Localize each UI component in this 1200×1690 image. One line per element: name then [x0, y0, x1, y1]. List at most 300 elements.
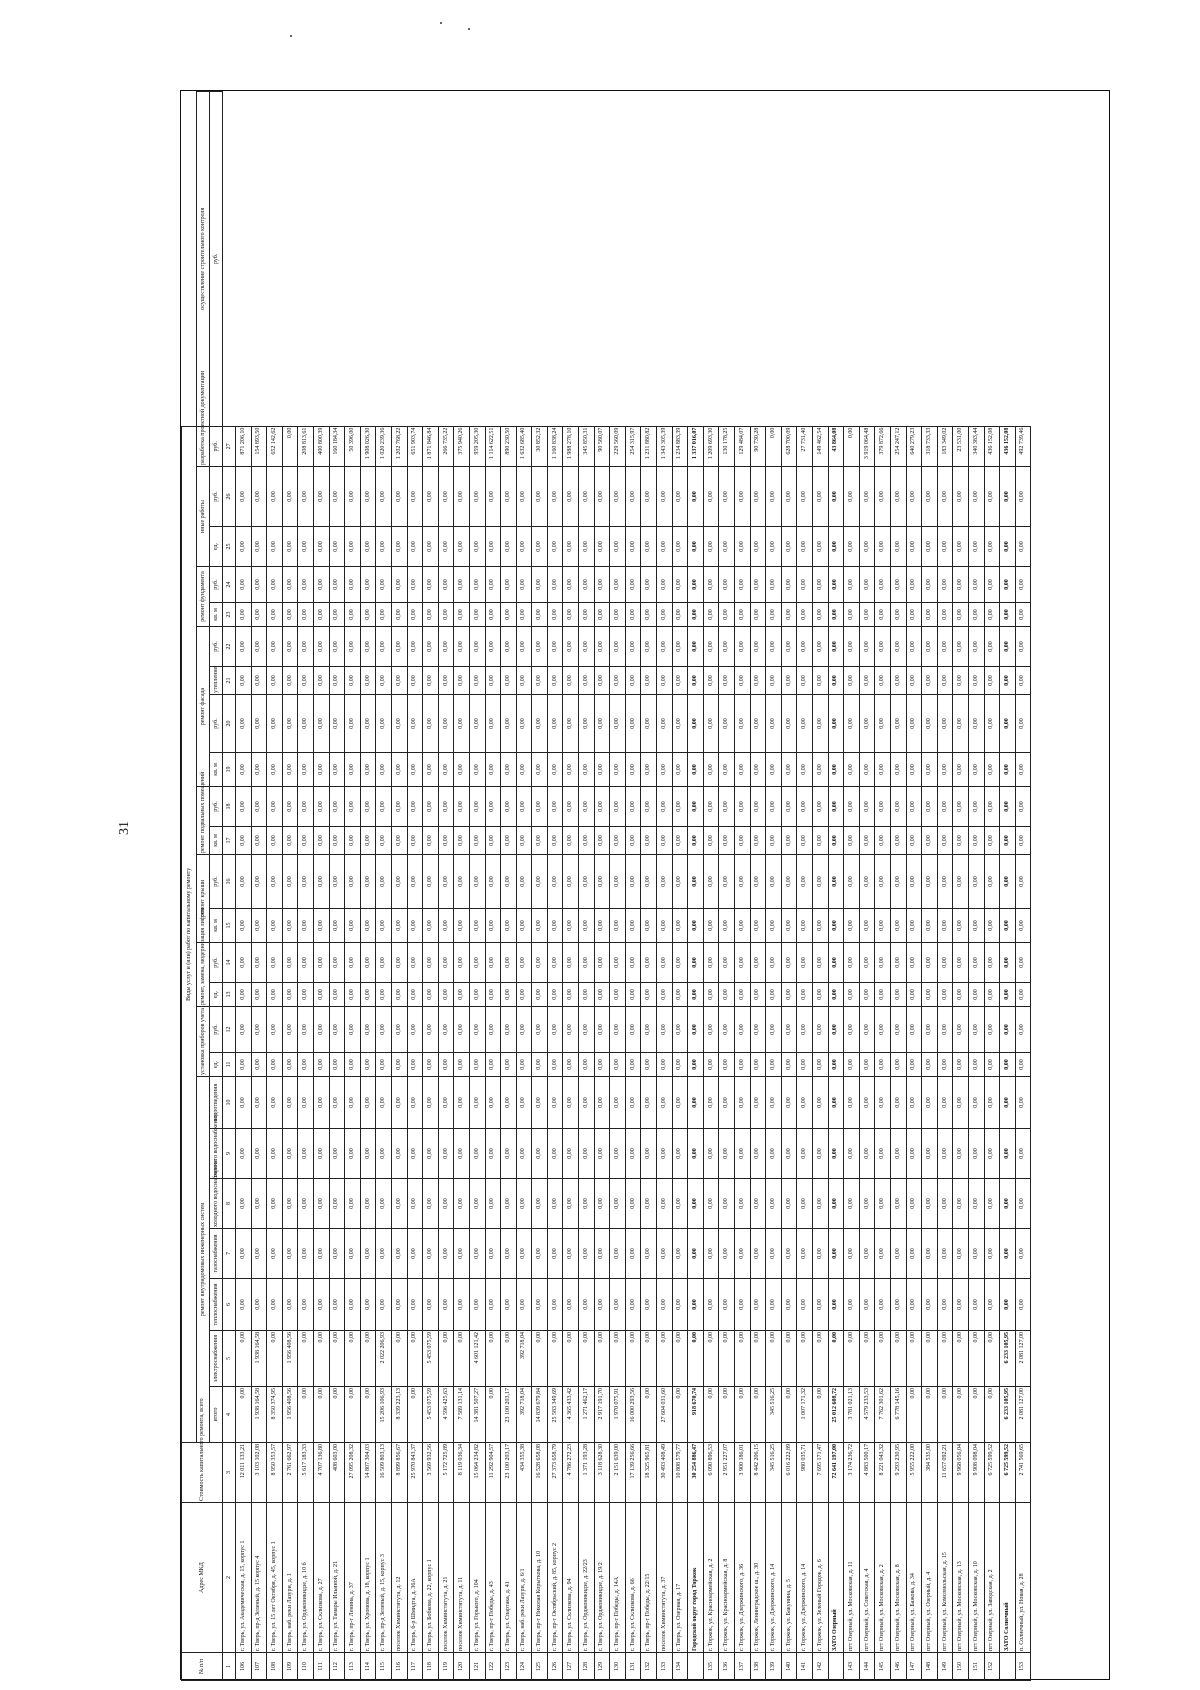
cell-zero: 0,00 — [329, 827, 345, 855]
cell-zero: 0,00 — [407, 627, 423, 667]
column-number: 8 — [223, 1179, 236, 1229]
cell-zero: 0,00 — [282, 943, 298, 983]
cell-last: 959 205,30 — [469, 426, 485, 466]
cell-electro: 0,00 — [890, 1331, 906, 1387]
cell-zero: 0,00 — [516, 467, 532, 527]
cell-last: 154 893,50 — [251, 426, 267, 466]
cell-zero: 0,00 — [766, 1053, 782, 1077]
cell-last: 50 396,00 — [345, 426, 361, 466]
cell-zero: 0,00 — [391, 1129, 407, 1179]
cell-zero: 0,00 — [313, 1007, 329, 1053]
cell-zero: 0,00 — [625, 567, 641, 603]
cell-zero: 0,00 — [376, 1179, 392, 1229]
cell-cost: 14 807 304,03 — [360, 1443, 376, 1503]
cell-zero: 0,00 — [984, 983, 1000, 1007]
cell-zero: 0,00 — [485, 1279, 501, 1331]
cell-zero: 0,00 — [812, 1053, 828, 1077]
cell-zero: 0,00 — [625, 1179, 641, 1229]
cell-zero: 0,00 — [922, 909, 938, 943]
cell-zero: 0,00 — [563, 827, 579, 855]
cell-zero: 0,00 — [376, 1007, 392, 1053]
cell-zero: 0,00 — [485, 1129, 501, 1179]
cell-zero: 0,00 — [345, 1129, 361, 1179]
cell-zero: 0,00 — [828, 667, 844, 695]
cell-zero: 0,00 — [781, 855, 797, 909]
cell-zero: 0,00 — [516, 855, 532, 909]
cell-zero: 0,00 — [625, 667, 641, 695]
cell-zero: 0,00 — [407, 983, 423, 1007]
cell-zero: 0,00 — [298, 787, 314, 827]
cell-zero: 0,00 — [625, 467, 641, 527]
cell-zero: 0,00 — [781, 827, 797, 855]
cell-zero: 0,00 — [719, 1053, 735, 1077]
cell-last: 266 735,22 — [438, 426, 454, 466]
cell-zero: 0,00 — [703, 983, 719, 1007]
cell-zero: 0,00 — [563, 943, 579, 983]
cell-zero: 0,00 — [501, 983, 517, 1007]
unit-cell: руб. — [210, 92, 223, 427]
cell-zero: 0,00 — [641, 909, 657, 943]
cell-zero: 0,00 — [766, 753, 782, 787]
table-row — [298, 92, 314, 1681]
cell-zero: 0,00 — [501, 1077, 517, 1129]
cell-zero: 0,00 — [376, 855, 392, 909]
table-frame — [180, 90, 1110, 1680]
cell-last: 628 700,09 — [781, 426, 797, 466]
cell-zero: 0,00 — [906, 695, 922, 753]
cell-zero: 0,00 — [750, 943, 766, 983]
cell-zero: 0,00 — [407, 667, 423, 695]
cell-n: 111 — [313, 1653, 329, 1681]
cell-zero: 0,00 — [1015, 1229, 1031, 1279]
cell-zero: 0,00 — [719, 1229, 735, 1279]
cell-electro: 0,00 — [641, 1331, 657, 1387]
cell-zero: 0,00 — [875, 567, 891, 603]
cell-zero: 0,00 — [1000, 787, 1016, 827]
cell-zero: 0,00 — [454, 567, 470, 603]
cell-zero: 0,00 — [423, 827, 439, 855]
cell-zero: 0,00 — [454, 695, 470, 753]
cell-zero: 0,00 — [890, 1053, 906, 1077]
cell-zero: 0,00 — [236, 753, 252, 787]
cell-total: 7 589 131,14 — [454, 1387, 470, 1443]
cell-zero: 0,00 — [688, 1279, 704, 1331]
cell-n: 128 — [579, 1653, 595, 1681]
cell-cost: 23 100 203,17 — [501, 1443, 517, 1503]
cell-zero: 0,00 — [781, 1229, 797, 1279]
unit-cell: руб. — [210, 943, 223, 983]
cell-cost: 2 741 569,65 — [1015, 1443, 1031, 1503]
cell-zero: 0,00 — [812, 467, 828, 527]
cell-zero: 0,00 — [251, 983, 267, 1007]
cell-zero: 0,00 — [251, 527, 267, 567]
cell-zero: 0,00 — [719, 695, 735, 753]
cell-addr: г. Тверь, пр-т Ленина, д. 37 — [345, 1503, 361, 1653]
cell-zero: 0,00 — [485, 603, 501, 627]
cell-total: 27 604 031,60 — [657, 1387, 673, 1443]
cell-zero: 0,00 — [922, 855, 938, 909]
cell-zero: 0,00 — [532, 627, 548, 667]
cell-zero: 0,00 — [703, 909, 719, 943]
cell-zero: 0,00 — [688, 667, 704, 695]
cell-zero: 0,00 — [251, 1279, 267, 1331]
cell-zero: 0,00 — [391, 909, 407, 943]
cell-zero: 0,00 — [984, 787, 1000, 827]
cell-zero: 0,00 — [922, 787, 938, 827]
cell-last: 1 202 768,22 — [391, 426, 407, 466]
cell-total: 0,00 — [298, 1387, 314, 1443]
cell-zero: 0,00 — [469, 1077, 485, 1129]
cell-addr: поселок Химинститута, д. 21 — [438, 1503, 454, 1653]
cell-zero: 0,00 — [423, 527, 439, 567]
cell-zero: 0,00 — [329, 855, 345, 909]
cell-zero: 0,00 — [672, 1129, 688, 1179]
cell-cost: 27 095 208,32 — [345, 1443, 361, 1503]
cell-zero: 0,00 — [547, 983, 563, 1007]
cell-zero: 0,00 — [890, 567, 906, 603]
cell-total: 0,00 — [360, 1387, 376, 1443]
cell-zero: 0,00 — [236, 787, 252, 827]
header-other: иные работы — [197, 467, 210, 567]
cell-zero: 0,00 — [641, 1129, 657, 1179]
cell-zero: 0,00 — [828, 1279, 844, 1331]
cell-total: 0,00 — [781, 1387, 797, 1443]
unit-cell: руб. — [210, 787, 223, 827]
table-row — [953, 92, 969, 1681]
cell-zero: 0,00 — [298, 567, 314, 603]
cell-zero: 0,00 — [906, 1229, 922, 1279]
cell-zero: 0,00 — [329, 527, 345, 567]
cell-zero: 0,00 — [469, 909, 485, 943]
cell-zero: 0,00 — [922, 527, 938, 567]
cell-zero: 0,00 — [625, 527, 641, 567]
cell-zero: 0,00 — [859, 1053, 875, 1077]
cell-zero: 0,00 — [423, 695, 439, 753]
cell-zero: 0,00 — [579, 827, 595, 855]
cell-total: 0,00 — [922, 1387, 938, 1443]
cell-zero: 0,00 — [703, 1129, 719, 1179]
cell-zero: 0,00 — [423, 1053, 439, 1077]
cell-zero: 0,00 — [298, 1179, 314, 1229]
cell-zero: 0,00 — [641, 753, 657, 787]
cell-zero: 0,00 — [563, 1053, 579, 1077]
cell-zero: 0,00 — [844, 695, 860, 753]
cell-electro: 1 956 408,56 — [282, 1331, 298, 1387]
cell-addr: г. Тверь, ул. Спартака, д. 41 — [501, 1503, 517, 1653]
cell-zero: 0,00 — [501, 787, 517, 827]
cell-zero: 0,00 — [282, 787, 298, 827]
cell-cost: 5 172 725,89 — [438, 1443, 454, 1503]
cell-zero: 0,00 — [516, 753, 532, 787]
cell-zero: 0,00 — [438, 943, 454, 983]
cell-n: 142 — [812, 1653, 828, 1681]
cell-zero: 0,00 — [267, 753, 283, 787]
cell-zero: 0,00 — [610, 909, 626, 943]
cell-zero: 0,00 — [547, 855, 563, 909]
cell-last: 208 813,61 — [298, 426, 314, 466]
cell-zero: 0,00 — [657, 753, 673, 787]
cell-zero: 0,00 — [236, 1077, 252, 1129]
cell-zero: 0,00 — [781, 753, 797, 787]
cell-cost: 11 292 904,57 — [485, 1443, 501, 1503]
cell-zero: 0,00 — [454, 467, 470, 527]
cell-electro: 0,00 — [313, 1331, 329, 1387]
cell-zero: 0,00 — [313, 943, 329, 983]
cell-zero: 0,00 — [313, 1129, 329, 1179]
cell-zero: 0,00 — [735, 627, 751, 667]
cell-zero: 0,00 — [345, 1229, 361, 1279]
cell-zero: 0,00 — [797, 827, 813, 855]
cell-zero: 0,00 — [360, 1007, 376, 1053]
cell-zero: 0,00 — [844, 943, 860, 983]
cell-zero: 0,00 — [968, 753, 984, 787]
cell-zero: 0,00 — [890, 1229, 906, 1279]
cell-addr: г. Торжок, ул. Дзержинского, д. 14 — [766, 1503, 782, 1653]
cell-zero: 0,00 — [1015, 1053, 1031, 1077]
cell-zero: 0,00 — [657, 603, 673, 627]
cell-zero: 0,00 — [953, 1279, 969, 1331]
cell-zero: 0,00 — [875, 827, 891, 855]
cell-zero: 0,00 — [236, 827, 252, 855]
cell-zero: 0,00 — [984, 855, 1000, 909]
cell-addr: г. Торжок, ул. Красноармейская, д. 8 — [719, 1503, 735, 1653]
cell-electro: 0,00 — [766, 1331, 782, 1387]
cell-zero: 0,00 — [672, 753, 688, 787]
cell-total: 2 081 127,00 — [1015, 1387, 1031, 1443]
cell-zero: 0,00 — [485, 983, 501, 1007]
cell-zero: 0,00 — [563, 1007, 579, 1053]
cell-cost: 434 355,38 — [516, 1443, 532, 1503]
cell-zero: 0,00 — [485, 753, 501, 787]
cell-zero: 0,00 — [485, 1053, 501, 1077]
cell-addr: пгт Озерный, ул. Московская, д. 13 — [953, 1503, 969, 1653]
unit-cell: руб. — [210, 567, 223, 603]
cell-zero: 0,00 — [906, 627, 922, 667]
cell-zero: 0,00 — [781, 983, 797, 1007]
cell-zero: 0,00 — [735, 1179, 751, 1229]
cell-zero: 0,00 — [469, 527, 485, 567]
cell-total: 1 007 171,32 — [797, 1387, 813, 1443]
cell-zero: 0,00 — [547, 943, 563, 983]
cell-zero: 0,00 — [438, 1077, 454, 1129]
cell-zero: 0,00 — [828, 943, 844, 983]
cell-zero: 0,00 — [828, 855, 844, 909]
cell-zero: 0,00 — [391, 667, 407, 695]
cell-zero: 0,00 — [251, 1179, 267, 1229]
cell-zero: 0,00 — [532, 527, 548, 567]
cell-electro: 0,00 — [547, 1331, 563, 1387]
cell-zero: 0,00 — [937, 1129, 953, 1179]
cell-addr: г. Тверь, ул. Орджоникидзе, д. 19/2 — [594, 1503, 610, 1653]
cell-cost: 3 118 628,30 — [594, 1443, 610, 1503]
cell-zero: 0,00 — [750, 1077, 766, 1129]
cell-zero: 0,00 — [735, 527, 751, 567]
cell-zero: 0,00 — [516, 1179, 532, 1229]
cell-last: 871 206,10 — [236, 426, 252, 466]
cell-total: 0,00 — [906, 1387, 922, 1443]
cell-zero: 0,00 — [547, 1129, 563, 1179]
cell-zero: 0,00 — [797, 467, 813, 527]
cell-zero: 0,00 — [812, 627, 828, 667]
cell-zero: 0,00 — [890, 1007, 906, 1053]
cell-zero: 0,00 — [298, 753, 314, 787]
cell-zero: 0,00 — [251, 1229, 267, 1279]
cell-zero: 0,00 — [251, 467, 267, 527]
cell-electro: 0,00 — [922, 1331, 938, 1387]
cell-n: 110 — [298, 1653, 314, 1681]
cell-zero: 0,00 — [407, 1229, 423, 1279]
cell-zero: 0,00 — [594, 1179, 610, 1229]
cell-zero: 0,00 — [610, 1129, 626, 1179]
cell-zero: 0,00 — [547, 753, 563, 787]
cell-electro: 0,00 — [953, 1331, 969, 1387]
cell-zero: 0,00 — [438, 1053, 454, 1077]
cell-zero: 0,00 — [968, 909, 984, 943]
cell-cost: 72 641 197,00 — [828, 1443, 844, 1503]
cell-cost: 9 908 098,04 — [968, 1443, 984, 1503]
cell-zero: 0,00 — [812, 1007, 828, 1053]
cell-zero: 0,00 — [750, 1053, 766, 1077]
cell-total: 0,00 — [485, 1387, 501, 1443]
cell-zero: 0,00 — [859, 1129, 875, 1179]
cell-zero: 0,00 — [703, 603, 719, 627]
cell-zero: 0,00 — [532, 943, 548, 983]
cell-zero: 0,00 — [267, 1179, 283, 1229]
cell-total: 7 762 301,62 — [875, 1387, 891, 1443]
cell-zero: 0,00 — [579, 1279, 595, 1331]
cell-zero: 0,00 — [859, 753, 875, 787]
cell-zero: 0,00 — [438, 567, 454, 603]
cell-cost: 8 119 036,34 — [454, 1443, 470, 1503]
table-row — [579, 92, 595, 1681]
cell-zero: 0,00 — [968, 1229, 984, 1279]
cell-addr: г. Тверь, пр-т Победы, д. 22/15 — [641, 1503, 657, 1653]
cell-zero: 0,00 — [672, 467, 688, 527]
cell-zero: 0,00 — [594, 567, 610, 603]
cell-zero: 0,00 — [688, 787, 704, 827]
cell-zero: 0,00 — [563, 467, 579, 527]
cell-zero: 0,00 — [625, 787, 641, 827]
cell-zero: 0,00 — [890, 787, 906, 827]
cell-zero: 0,00 — [313, 1279, 329, 1331]
cell-addr: г. Тверь, ул. Горького, д. 104 — [469, 1503, 485, 1653]
cell-zero: 0,00 — [1015, 983, 1031, 1007]
cell-cost: 12 011 133,21 — [236, 1443, 252, 1503]
cell-zero: 0,00 — [329, 1229, 345, 1279]
cell-zero: 0,00 — [1015, 603, 1031, 627]
cell-zero: 0,00 — [1015, 1077, 1031, 1129]
cell-zero: 0,00 — [532, 667, 548, 695]
cell-zero: 0,00 — [1000, 603, 1016, 627]
cell-zero: 0,00 — [766, 1007, 782, 1053]
cell-zero: 0,00 — [610, 827, 626, 855]
cell-zero: 0,00 — [532, 1007, 548, 1053]
cell-zero: 0,00 — [485, 627, 501, 667]
cell-zero: 0,00 — [438, 627, 454, 667]
cell-zero: 0,00 — [859, 667, 875, 695]
cell-electro: 0,00 — [391, 1331, 407, 1387]
cell-zero: 0,00 — [282, 983, 298, 1007]
cell-zero: 0,00 — [844, 1179, 860, 1229]
cell-zero: 0,00 — [516, 1229, 532, 1279]
cell-zero: 0,00 — [828, 695, 844, 753]
cell-zero: 0,00 — [313, 567, 329, 603]
cell-zero: 0,00 — [657, 1279, 673, 1331]
cell-zero: 0,00 — [407, 567, 423, 603]
cell-total: 25 583 349,69 — [547, 1387, 563, 1443]
cell-zero: 0,00 — [516, 603, 532, 627]
cell-zero: 0,00 — [610, 1007, 626, 1053]
cell-electro: 0,00 — [672, 1331, 688, 1387]
cell-zero: 0,00 — [890, 909, 906, 943]
cell-zero: 0,00 — [890, 527, 906, 567]
cell-zero: 0,00 — [547, 1279, 563, 1331]
cell-zero: 0,00 — [329, 909, 345, 943]
cell-zero: 0,00 — [625, 1129, 641, 1179]
cell-zero: 0,00 — [391, 1053, 407, 1077]
cell-total: 0,00 — [953, 1387, 969, 1443]
cell-electro: 4 601 121,42 — [469, 1331, 485, 1387]
cell-zero: 0,00 — [282, 1229, 298, 1279]
cell-zero: 0,00 — [579, 909, 595, 943]
cell-zero: 0,00 — [1000, 1129, 1016, 1179]
cell-zero: 0,00 — [688, 603, 704, 627]
cell-zero: 0,00 — [812, 695, 828, 753]
cell-zero: 0,00 — [968, 1053, 984, 1077]
cell-zero: 0,00 — [360, 943, 376, 983]
cell-zero: 0,00 — [937, 909, 953, 943]
cell-last: 640 279,23 — [906, 426, 922, 466]
cell-zero: 0,00 — [1015, 827, 1031, 855]
cell-zero: 0,00 — [984, 909, 1000, 943]
cell-zero: 0,00 — [984, 603, 1000, 627]
cell-zero: 0,00 — [719, 787, 735, 827]
cell-last: 183 349,02 — [937, 426, 953, 466]
cell-zero: 0,00 — [735, 1129, 751, 1179]
cell-zero: 0,00 — [298, 467, 314, 527]
cell-zero: 0,00 — [735, 603, 751, 627]
header-roof: ремонт крыши — [197, 855, 210, 943]
cell-zero: 0,00 — [984, 827, 1000, 855]
cell-zero: 0,00 — [594, 603, 610, 627]
cell-zero: 0,00 — [672, 1053, 688, 1077]
cell-cost: 4 786 272,23 — [563, 1443, 579, 1503]
cell-zero: 0,00 — [875, 527, 891, 567]
cell-zero: 0,00 — [282, 1077, 298, 1129]
cell-zero: 0,00 — [797, 855, 813, 909]
cell-zero: 0,00 — [469, 787, 485, 827]
unit-cell: руб. — [210, 855, 223, 909]
cell-zero: 0,00 — [984, 527, 1000, 567]
cell-zero: 0,00 — [345, 627, 361, 667]
cell-zero: 0,00 — [688, 1007, 704, 1053]
header-works: Виды услуг и (или) работ по капитальному ремонту — [182, 426, 197, 1442]
cell-zero: 0,00 — [282, 1279, 298, 1331]
cell-zero: 0,00 — [391, 603, 407, 627]
cell-zero: 0,00 — [812, 667, 828, 695]
cell-zero: 0,00 — [345, 1077, 361, 1129]
cell-zero: 0,00 — [485, 827, 501, 855]
cell-zero: 0,00 — [766, 827, 782, 855]
cell-zero: 0,00 — [953, 667, 969, 695]
cell-zero: 0,00 — [563, 527, 579, 567]
cell-total: 3 781 021,13 — [844, 1387, 860, 1443]
unit-cell: ед. — [210, 983, 223, 1007]
cell-cost: 3 103 102,08 — [251, 1443, 267, 1503]
cell-cost: 2 761 662,97 — [282, 1443, 298, 1503]
cell-zero: 0,00 — [454, 1077, 470, 1129]
cell-zero: 0,00 — [922, 695, 938, 753]
